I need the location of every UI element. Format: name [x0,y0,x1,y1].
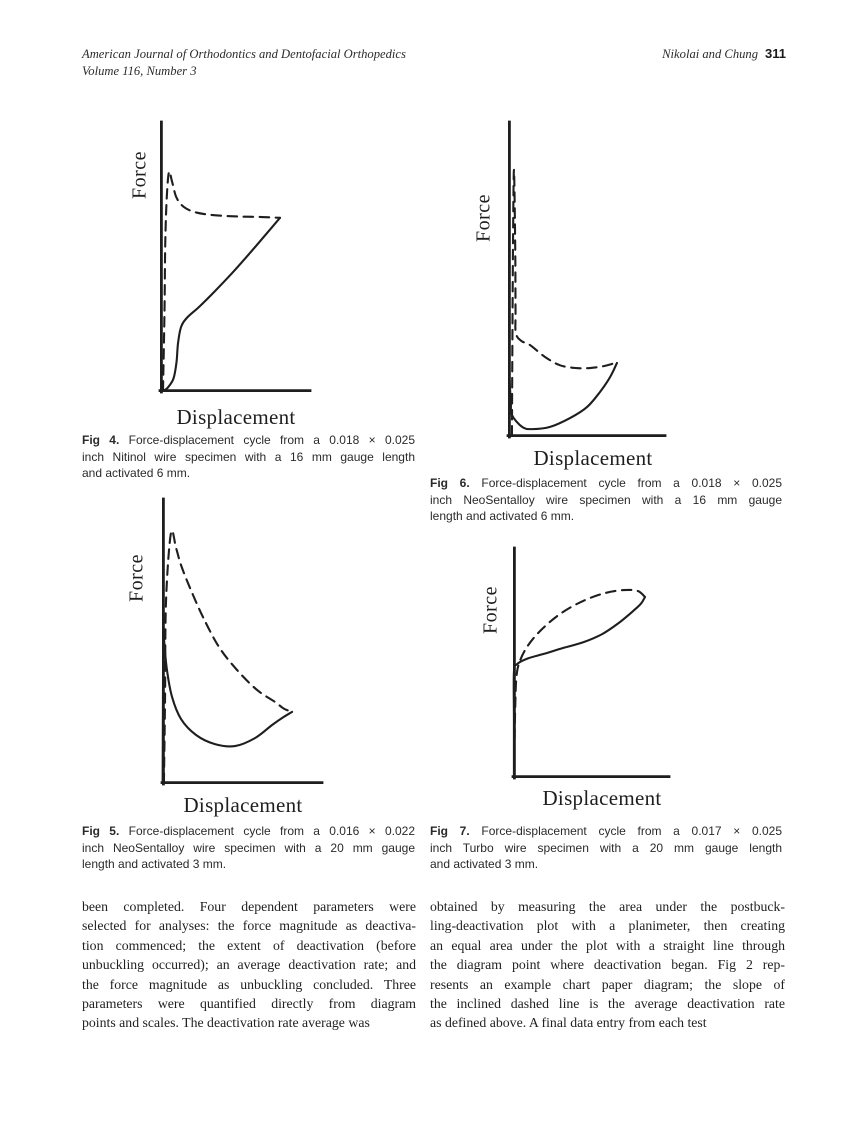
caption-line: inch Nitinol wire specimen with a 16 mm gauge length [82,449,415,464]
force-displacement-plot [513,548,669,778]
text-line: the diagram point where deactivation began. Fig 2 rep- [430,957,785,973]
text-line: points and scales. The deactivation rate average was [82,1015,370,1031]
activation-curve [512,170,615,436]
caption-line: Fig 7. Force-displacement cycle from a 0.017 × 0.025 [430,824,782,838]
text-line: obtained by measuring the area under the postbuck- [430,899,785,914]
y-axis-label: Force [128,150,151,200]
caption-line: length and activated 3 mm. [82,857,227,872]
caption-line: and activated 6 mm. [82,466,191,481]
figure-caption [82,432,415,482]
figure-label: Fig 7. [430,824,470,838]
activation-curve [515,590,645,741]
figure-caption [430,823,782,873]
figure-5 [82,495,415,875]
journal-title: American Journal of Orthodontics and Dentofacial Orthopedics [82,47,406,61]
activation-curve [163,171,280,390]
caption-line: inch Turbo wire specimen with a 20 mm gauge length [430,840,782,855]
figure-caption [82,823,415,873]
journal-issue: Volume 116, Number 3 [82,64,197,78]
body-column-left [82,897,416,1033]
x-axis-label: Displacement [183,793,303,817]
text-line: the force magnitude as unbuckling concluded. Three [82,976,416,992]
page-number: 311 [765,46,786,61]
x-axis-label: Displacement [542,786,662,810]
deactivation-curve [509,363,617,429]
figure-4 [82,118,415,483]
caption-line: inch NeoSentalloy wire specimen with a 16 mm gauge [430,492,782,507]
loading-line [163,636,164,783]
running-head-right [662,46,786,62]
activation-curve [164,531,292,783]
text-line: resents an example chart paper diagram; the slope of [430,976,785,992]
y-axis-label: Force [472,193,495,243]
figure-caption [430,475,782,525]
caption-line: Fig 5. Force-displacement cycle from a 0.016 × 0.022 [82,824,415,838]
caption-line: Fig 4. Force-displacement cycle from a 0.018 × 0.025 [82,433,415,447]
deactivation-curve [163,218,280,391]
figure-label: Fig 5. [82,824,120,838]
text-line: selected for analyses: the force magnitude as deactiva- [82,918,416,934]
text-line: as defined above. A final data entry from each test [430,1015,707,1031]
x-axis-label: Displacement [533,446,653,470]
text-line: an equal area under the plot with a straight line through [430,937,785,953]
caption-line: Fig 6. Force-displacement cycle from a 0.018 × 0.025 [430,476,782,490]
y-axis-label: Force [479,585,502,635]
force-displacement-plot [160,122,310,392]
caption-line: length and activated 6 mm. [430,509,575,524]
text-line: unbuckling occurred); an average deactivation rate; and [82,957,416,973]
figure-7 [430,545,785,875]
text-line: parameters were quantified directly from diagram [82,996,416,1012]
force-displacement-plot [508,122,665,437]
running-head-left [82,46,502,80]
text-line: the inclined dashed line is the average deactivation rate [430,996,785,1012]
authors: Nikolai and Chung [662,47,759,61]
text-line: been completed. Four dependent parameters were [82,899,416,914]
figure-label: Fig 4. [82,433,120,447]
x-axis-label: Displacement [176,405,296,429]
deactivation-curve [163,620,292,746]
caption-line: and activated 3 mm. [430,857,539,872]
figure-label: Fig 6. [430,476,470,490]
body-column-right [430,897,785,1033]
caption-line: inch NeoSentalloy wire specimen with a 20 mm gauge [82,840,415,855]
deactivation-curve [514,597,645,777]
force-displacement-plot [162,499,322,784]
text-line: tion commenced; the extent of deactivation (before [82,937,416,953]
text-line: ling-deactivation plot with a planimeter, then creating [430,918,785,934]
figure-6 [430,118,785,526]
y-axis-label: Force [125,553,148,603]
